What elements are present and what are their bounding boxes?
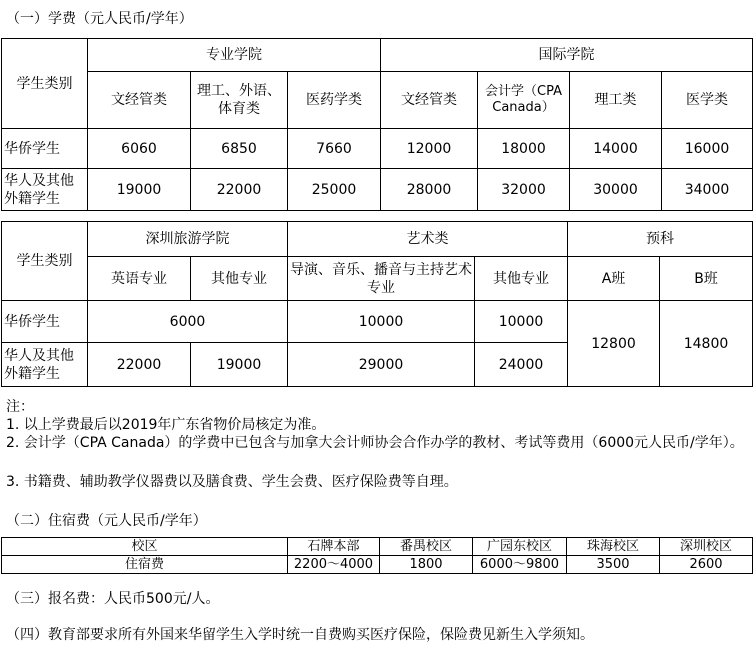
cell: 7660 [288, 129, 381, 169]
group-preparatory: 预科 [568, 222, 753, 257]
cell: 6000 [88, 301, 288, 343]
group-shenzhen-tourism-college: 深圳旅游学院 [88, 222, 288, 257]
tuition-table-1 [1, 38, 753, 211]
cell: 30000 [570, 169, 662, 211]
cell-prep-b: 14800 [660, 301, 753, 387]
cell: 19000 [191, 343, 288, 387]
cell: 32000 [478, 169, 570, 211]
row-label: 华侨学生 [2, 301, 88, 343]
accommodation-section-title: （二）住宿费（元人民币/学年） [6, 513, 207, 529]
cell: 10000 [475, 301, 568, 343]
fee-cell: 6000～9800 [473, 556, 567, 574]
cell: 25000 [288, 169, 381, 211]
col-header: 医学类 [662, 72, 753, 129]
application-fee-text: （三）报名费：人民币500元/人。 [6, 591, 220, 607]
cell: 14000 [570, 129, 662, 169]
cell: 19000 [88, 169, 191, 211]
fee-cell: 3500 [567, 556, 660, 574]
col-header: 文经管类 [88, 72, 191, 129]
tuition-section-title: （一）学费（元人民币/学年） [6, 11, 193, 27]
note-item: 3. 书籍费、辅助教学仪器费以及膳食费、学生会费、医疗保险费等自理。 [6, 474, 458, 490]
col-header: 文经管类 [381, 72, 478, 129]
accommodation-table [1, 537, 753, 574]
note-item: 1. 以上学费最后以2019年广东省物价局核定为准。 [6, 417, 326, 433]
cell: 12000 [381, 129, 478, 169]
campus-name: 珠海校区 [567, 538, 660, 556]
campus-name: 石牌本部 [288, 538, 380, 556]
col-header: 其他专业 [191, 257, 288, 301]
col-header: A班 [568, 257, 660, 301]
fee-cell: 1800 [380, 556, 473, 574]
cell: 6850 [191, 129, 288, 169]
row-label: 华侨学生 [2, 129, 88, 169]
col-header: 其他专业 [475, 257, 568, 301]
cell: 24000 [475, 343, 568, 387]
campus-name: 深圳校区 [660, 538, 753, 556]
col-header: 医药学类 [288, 72, 381, 129]
cell: 16000 [662, 129, 753, 169]
notes-heading: 注： [6, 399, 34, 415]
cell: 22000 [88, 343, 191, 387]
row-label: 华人及其他外籍学生 [2, 169, 88, 211]
fee-cell: 2200～4000 [288, 556, 380, 574]
cell-prep-a: 12800 [568, 301, 660, 387]
col-header: 理工类 [570, 72, 662, 129]
note-item: 2. 会计学（CPA Canada）的学费中已包含与加拿大会计师协会合作办学的教材、考试等费用（6000元人民币/学年）。 [6, 435, 744, 451]
insurance-text: （四）教育部要求所有外国来华留学生入学时统一自费购买医疗保险，保险费见新生入学须知。 [6, 627, 594, 643]
cell: 28000 [381, 169, 478, 211]
col-header: 英语专业 [88, 257, 191, 301]
category-header: 学生类别 [2, 39, 88, 129]
cell: 34000 [662, 169, 753, 211]
group-art: 艺术类 [288, 222, 568, 257]
fee-cell: 2600 [660, 556, 753, 574]
col-header: 会计学（CPA Canada） [478, 72, 570, 129]
tuition-table-2 [1, 221, 753, 387]
cell: 6060 [88, 129, 191, 169]
fee-row-label: 住宿费 [2, 556, 288, 574]
cell: 29000 [288, 343, 475, 387]
category-header: 学生类别 [2, 222, 88, 301]
cell: 22000 [191, 169, 288, 211]
campus-header: 校区 [2, 538, 288, 556]
row-label: 华人及其他外籍学生 [2, 343, 88, 387]
col-header: 导演、音乐、播音与主持艺术专业 [288, 257, 475, 301]
group-professional-college: 专业学院 [88, 39, 381, 72]
campus-name: 广园东校区 [473, 538, 567, 556]
col-header: B班 [660, 257, 753, 301]
cell: 10000 [288, 301, 475, 343]
cell: 18000 [478, 129, 570, 169]
col-header: 理工、外语、体育类 [191, 72, 288, 129]
campus-name: 番禺校区 [380, 538, 473, 556]
group-international-college: 国际学院 [381, 39, 753, 72]
